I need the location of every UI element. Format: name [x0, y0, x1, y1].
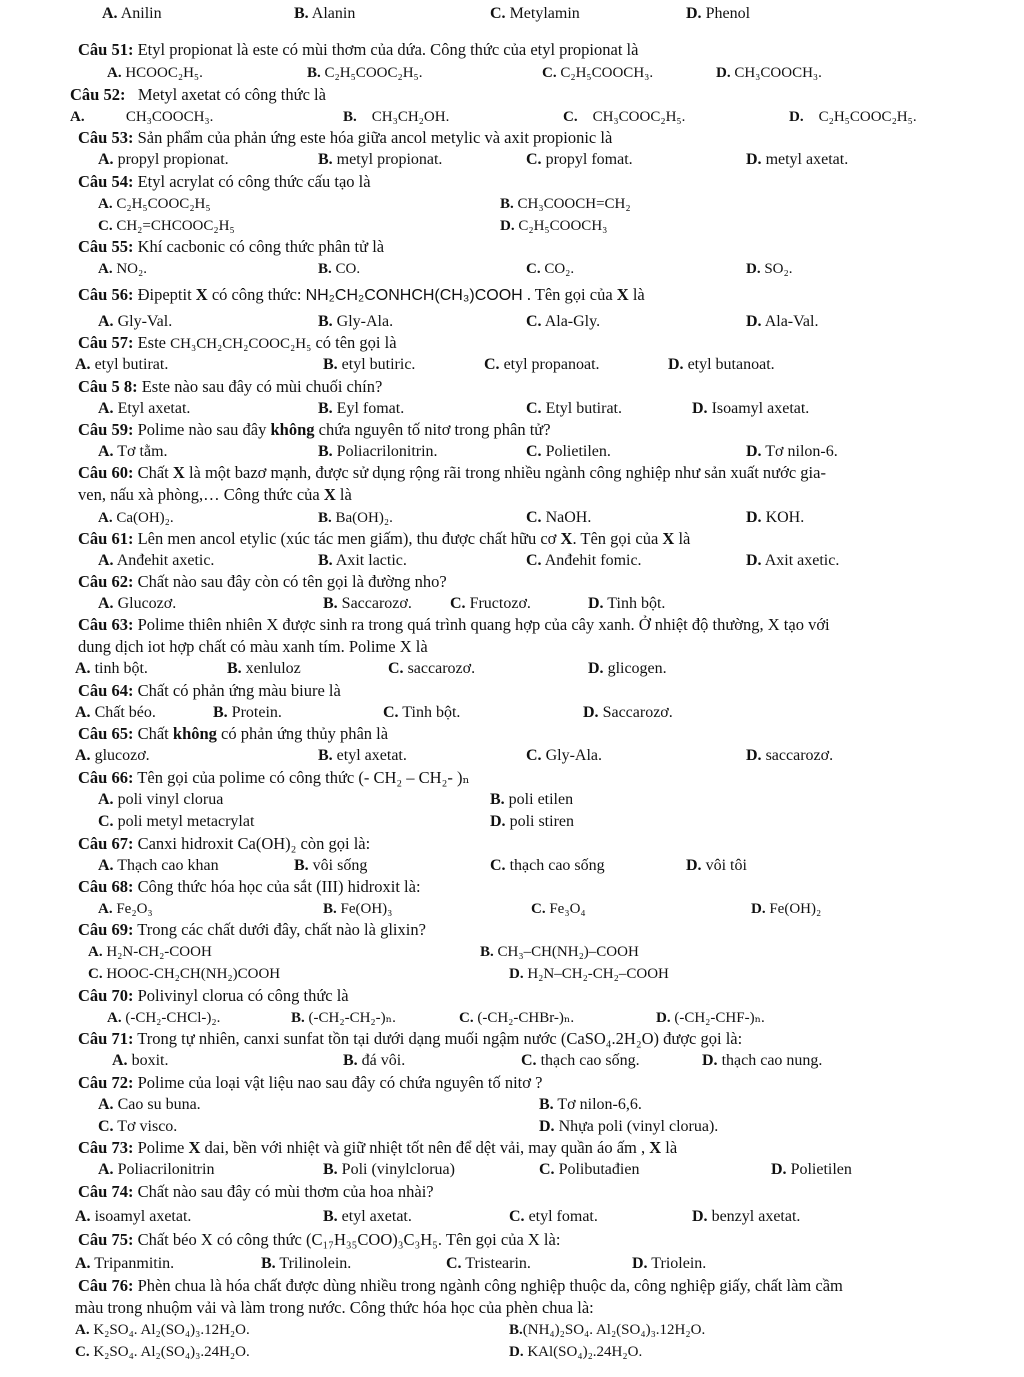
- option-d: D. Nhựa poli (vinyl clorua).: [539, 1118, 719, 1135]
- question-71: Câu 71: Trong tự nhiên, canxi sunfat tồn tại dưới dạng muối ngậm nước (CaSO₄.2H₂O) được gọi là:: [78, 1029, 743, 1048]
- question-60: Câu 60: Chất X là một bazơ mạnh, được sử dụng rộng rãi trong nhiều ngành công nghiệp như sản xuất nước gia-: [78, 463, 826, 482]
- option-c: C. etyl propanoat.: [484, 356, 600, 373]
- option-d: D. poli stiren: [490, 813, 574, 830]
- option-a: A. CH₃COOCH₃.: [70, 109, 214, 125]
- option-c: C. thạch cao sống: [490, 857, 605, 874]
- option-b: B. Alanin: [294, 5, 356, 22]
- option-d: D. Phenol: [686, 5, 751, 22]
- option-c: C. Etyl butirat.: [526, 400, 622, 417]
- option-a: A. C₂H₅COOC₂H₅: [98, 196, 211, 212]
- option-d: D. C₂H₅COOC₂H₅.: [789, 109, 917, 125]
- option-b: B. poli etilen: [490, 791, 574, 808]
- option-c: C. Metylamin: [490, 5, 580, 22]
- option-d: D. metyl axetat.: [746, 151, 849, 168]
- question-68: Câu 68: Công thức hóa học của sắt (III) hidroxit là:: [78, 877, 421, 896]
- question-72: Câu 72: Polime của loại vật liệu nao sau đây có chứa nguyên tố nitơ ?: [78, 1073, 543, 1092]
- option-d: D. Tơ nilon-6.: [746, 443, 838, 460]
- option-b: B. Axit lactic.: [318, 552, 407, 569]
- question-73: Câu 73: Polime X dai, bền với nhiệt và giữ nhiệt tốt nên để dệt vải, may quần áo ấm , X là: [78, 1138, 678, 1157]
- option-c: C. Fe₃O₄: [531, 901, 586, 917]
- option-a: A. NO₂.: [98, 261, 147, 277]
- option-b: B. CH₃COOCH=CH₂: [500, 196, 631, 212]
- option-a: A. (-CH₂-CHCl-)₂.: [107, 1010, 221, 1026]
- option-b: B. Tơ nilon-6,6.: [539, 1096, 642, 1113]
- question-52: Câu 52: Metyl axetat có công thức là: [70, 85, 326, 104]
- option-a: A. Thạch cao khan: [98, 857, 219, 874]
- option-d: D. glicogen.: [588, 660, 667, 677]
- question-59: Câu 59: Polime nào sau đây không chứa nguyên tố nitơ trong phân tử?: [78, 420, 551, 439]
- option-d: D. H₂N–CH₂-CH₂–COOH: [509, 966, 669, 982]
- option-d: D. CH₃COOCH₃.: [716, 65, 822, 81]
- option-a: A. Poliacrilonitrin: [98, 1161, 215, 1178]
- option-d: D. saccarozơ.: [746, 747, 834, 764]
- question-62: Câu 62: Chất nào sau đây còn có tên gọi là đường nho?: [78, 572, 447, 591]
- option-d: D. etyl butanoat.: [668, 356, 775, 373]
- question-57: Câu 57: Este CH₃CH₂CH₂COOC₂H₅ có tên gọi là: [78, 333, 397, 352]
- option-b: B. (-CH₂-CH₂-)ₙ.: [291, 1010, 396, 1026]
- option-c: C. thạch cao sống.: [521, 1052, 640, 1069]
- option-b: B. metyl propionat.: [318, 151, 443, 168]
- option-d: D. Isoamyl axetat.: [692, 400, 810, 417]
- option-d: D. Fe(OH)₂: [751, 901, 822, 917]
- question-53: Câu 53: Sản phẩm của phản ứng este hóa giữa ancol metylic và axit propionic là: [78, 128, 613, 147]
- option-b: B. etyl axetat.: [318, 747, 407, 764]
- question-76-cont: màu trong nhuộm vải và làm trong nước. Công thức hóa học của phèn chua là:: [75, 1298, 594, 1317]
- option-d: D. (-CH₂-CHF-)ₙ.: [656, 1010, 765, 1026]
- option-d: D. C₂H₅COOCH₃: [500, 218, 608, 234]
- option-c: C. CH₃COOC₂H₅.: [563, 109, 686, 125]
- option-a: A. etyl butirat.: [75, 356, 169, 373]
- option-a: A. Fe₂O₃: [98, 901, 153, 917]
- option-b: B. Poli (vinylclorua): [323, 1161, 455, 1178]
- option-c: C. (-CH₂-CHBr-)ₙ.: [459, 1010, 575, 1026]
- option-a: A. isoamyl axetat.: [75, 1208, 192, 1225]
- option-c: C. Gly-Ala.: [526, 747, 602, 764]
- option-b: B. CO.: [318, 261, 361, 277]
- option-c: C. NaOH.: [526, 509, 592, 526]
- option-a: A. H₂N-CH₂-COOH: [88, 944, 212, 960]
- option-a: A. Anilin: [102, 5, 162, 22]
- question-58: Câu 5 8: Este nào sau đây có mùi chuối chín?: [78, 377, 383, 396]
- option-a: A. Tơ tằm.: [98, 443, 168, 460]
- option-b: B. CH₃CH₂OH.: [343, 109, 450, 125]
- option-a: A. Tripanmitin.: [75, 1255, 175, 1272]
- question-54: Câu 54: Etyl acrylat có công thức cấu tạo là: [78, 172, 371, 191]
- option-c: C. Tristearin.: [446, 1255, 531, 1272]
- option-c: C. poli metyl metacrylat: [98, 813, 255, 830]
- question-66: Câu 66: Tên gọi của polime có công thức (- CH₂ – CH₂- )ₙ: [78, 768, 470, 787]
- option-a: A. HCOOC₂H₅.: [107, 65, 203, 81]
- question-56: Câu 56: Đipeptit X có công thức: NH₂CH₂CONHCH(CH₃)COOH . Tên gọi của X là: [78, 285, 645, 304]
- question-64: Câu 64: Chất có phản ứng màu biure là: [78, 681, 341, 700]
- option-a: A. Ca(OH)₂.: [98, 510, 174, 526]
- option-b: B. Eyl fomat.: [318, 400, 405, 417]
- option-a: A. glucozơ.: [75, 747, 150, 764]
- option-d: D. Triolein.: [632, 1255, 707, 1272]
- option-b: B. etyl axetat.: [323, 1208, 412, 1225]
- option-c: C. HOOC-CH₂CH(NH₂)COOH: [88, 966, 281, 982]
- option-b: B. Gly-Ala.: [318, 313, 394, 330]
- question-63: Câu 63: Polime thiên nhiên X được sinh ra trong quá trình quang hợp của cây xanh. Ở nhiệt độ thường, X tạo với: [78, 615, 830, 634]
- option-c: C. propyl fomat.: [526, 151, 633, 168]
- option-d: D. thạch cao nung.: [702, 1052, 823, 1069]
- option-c: C. etyl fomat.: [509, 1208, 598, 1225]
- option-a: A. K₂SO₄. Al₂(SO₄)₃.12H₂O.: [75, 1322, 250, 1338]
- option-b: B. xenluloz: [227, 660, 301, 677]
- option-b: B. etyl butiric.: [323, 356, 416, 373]
- question-63-cont: dung dịch iot hợp chất có màu xanh tím. Polime X là: [78, 637, 428, 656]
- option-c: C. Polibutađien: [539, 1161, 640, 1178]
- option-a: A. Glucozơ.: [98, 595, 177, 612]
- option-c: C. K₂SO₄. Al₂(SO₄)₃.24H₂O.: [75, 1344, 250, 1360]
- option-c: C. Fructozơ.: [450, 595, 531, 612]
- option-a: A. Anđehit axetic.: [98, 552, 215, 569]
- question-61: Câu 61: Lên men ancol etylic (xúc tác men giấm), thu được chất hữu cơ X. Tên gọi của X là: [78, 529, 691, 548]
- option-b: B. vôi sống: [294, 857, 368, 874]
- option-d: D. KOH.: [746, 509, 805, 526]
- option-b: B. Trilinolein.: [261, 1255, 352, 1272]
- option-b: B.(NH₄)₂SO₄. Al₂(SO₄)₃.12H₂O.: [509, 1322, 706, 1338]
- option-d: D. Axit axetic.: [746, 552, 840, 569]
- option-c: C. CH₂=CHCOOC₂H₅: [98, 218, 235, 234]
- option-a: A. Gly-Val.: [98, 313, 173, 330]
- option-a: A. propyl propionat.: [98, 151, 229, 168]
- option-b: B. đá vôi.: [343, 1052, 406, 1069]
- option-c: C. Tinh bột.: [383, 704, 461, 721]
- question-69: Câu 69: Trong các chất dưới đây, chất nào là glixin?: [78, 920, 426, 939]
- option-a: A. tinh bột.: [75, 660, 148, 677]
- option-d: D. benzyl axetat.: [692, 1208, 801, 1225]
- option-a: A. Chất béo.: [75, 704, 156, 721]
- option-a: A. Etyl axetat.: [98, 400, 191, 417]
- option-d: D. KAl(SO₄)₂.24H₂O.: [509, 1344, 643, 1360]
- question-60-cont: ven, nấu xà phòng,… Công thức của X là: [78, 485, 352, 504]
- question-55: Câu 55: Khí cacbonic có công thức phân tử là: [78, 237, 385, 256]
- option-c: C. saccarozơ.: [388, 660, 476, 677]
- question-76: Câu 76: Phèn chua là hóa chất được dùng nhiều trong ngành công nghiệp thuộc da, công nghiệp giấy, chất làm cầm: [78, 1276, 843, 1295]
- option-d: D. Polietilen: [771, 1161, 852, 1178]
- option-d: D. Saccarozơ.: [583, 704, 673, 721]
- question-65: Câu 65: Chất không có phản ứng thủy phân là: [78, 724, 389, 743]
- question-70: Câu 70: Polivinyl clorua có công thức là: [78, 986, 349, 1005]
- option-d: D. Ala-Val.: [746, 313, 819, 330]
- option-c: C. Anđehit fomic.: [526, 552, 642, 569]
- option-a: A. Cao su buna.: [98, 1096, 201, 1113]
- option-c: C. Polietilen.: [526, 443, 611, 460]
- option-d: D. vôi tôi: [686, 857, 747, 874]
- option-a: A. poli vinyl clorua: [98, 791, 224, 808]
- question-67: Câu 67: Canxi hidroxit Ca(OH)₂ còn gọi là:: [78, 834, 371, 853]
- option-d: D. Tinh bột.: [588, 595, 666, 612]
- option-a: A. boxit.: [112, 1052, 169, 1069]
- option-c: C. CO₂.: [526, 261, 575, 277]
- question-75: Câu 75: Chất béo X có công thức (C₁₇H₃₅COO)₃C₃H₅. Tên gọi của X là:: [78, 1230, 561, 1249]
- question-74: Câu 74: Chất nào sau đây có mùi thơm của hoa nhài?: [78, 1182, 434, 1201]
- option-b: B. Fe(OH)₃: [323, 901, 393, 917]
- option-b: B. Poliacrilonitrin.: [318, 443, 438, 460]
- option-b: B. Saccarozơ.: [323, 595, 412, 612]
- option-c: C. Ala-Gly.: [526, 313, 601, 330]
- option-b: B. Protein.: [213, 704, 282, 721]
- option-b: B. C₂H₅COOC₂H₅.: [307, 65, 423, 81]
- option-b: B. Ba(OH)₂.: [318, 510, 393, 526]
- option-b: B. CH₃–CH(NH₂)–COOH: [480, 944, 639, 960]
- option-d: D. SO₂.: [746, 261, 793, 277]
- question-51: Câu 51: Etyl propionat là este có mùi thơm của dứa. Công thức của etyl propionat là: [78, 40, 639, 59]
- option-c: C. C₂H₅COOCH₃.: [542, 65, 654, 81]
- option-c: C. Tơ visco.: [98, 1118, 178, 1135]
